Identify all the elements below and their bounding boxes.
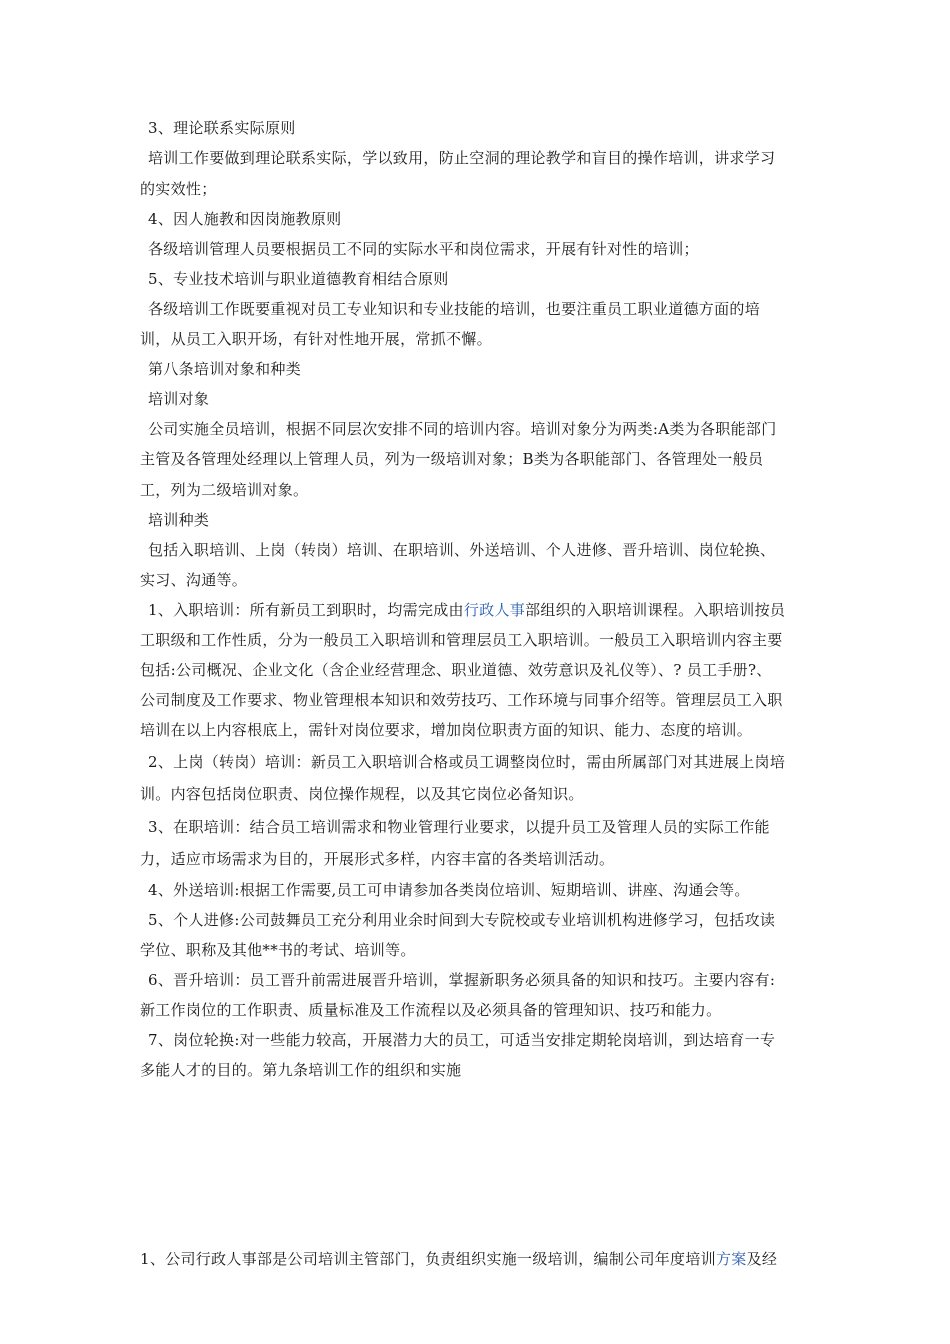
- text-line: [148, 600, 785, 620]
- text-line: 7、岗位轮换:对一些能力较高，开展潜力大的员工，可适当安排定期轮岗培训，到达培育一专: [148, 1031, 776, 1049]
- text-line: 实习、沟通等。: [140, 571, 248, 589]
- text-span: 及经: [746, 1250, 778, 1268]
- text-line: 工职级和工作性质，分为一般员工入职培训和管理层员工入职培训。一般员工入职培训内容主要: [140, 631, 783, 649]
- text-line: 培训在以上内容根底上，需针对岗位要求，增加岗位职责方面的知识、能力、态度的培训。: [140, 721, 753, 739]
- text-span: 1、公司行政人事部是公司培训主管部门，负责组织实施一级培训，编制公司年度培训: [140, 1250, 716, 1268]
- text-line: 多能人才的目的。第九条培训工作的组织和实施: [140, 1061, 462, 1079]
- text-line: 力，适应市场需求为目的，开展形式多样，内容丰富的各类培训活动。: [140, 850, 615, 868]
- text-line: 各级培训工作既要重视对员工专业知识和专业技能的培训，也要注重员工职业道德方面的培: [148, 300, 761, 318]
- text-line: 3、理论联系实际原则: [148, 119, 296, 137]
- text-line: 3、在职培训：结合员工培训需求和物业管理行业要求，以提升员工及管理人员的实际工作能: [148, 818, 770, 836]
- text-line: 新工作岗位的工作职责、质量标准及工作流程以及必须具备的管理知识、技巧和能力。: [140, 1001, 722, 1019]
- text-line: 训。内容包括岗位职责、岗位操作规程，以及其它岗位必备知识。: [140, 785, 584, 803]
- subheading: 培训对象: [148, 390, 210, 408]
- text-line: 工，列为二级培训对象。: [140, 481, 309, 499]
- text-line: 包括:公司概况、企业文化（含企业经营理念、职业道德、效劳意识及礼仪等）、? 员工手册?、: [140, 661, 772, 679]
- text-line: 5、专业技术培训与职业道德教育相结合原则: [148, 270, 449, 288]
- section-heading: 第八条培训对象和种类: [148, 360, 302, 378]
- text-line: 训，从员工入职开场，有针对性地开展，常抓不懈。: [140, 330, 492, 348]
- text-line: 培训工作要做到理论联系实际，学以致用，防止空洞的理论教学和盲目的操作培训，讲求学习: [148, 149, 776, 167]
- text-line: 包括入职培训、上岗（转岗）培训、在职培训、外送培训、个人进修、晋升培训、岗位轮换、: [148, 541, 776, 559]
- text-line: 5、个人进修:公司鼓舞员工充分利用业余时间到大专院校或专业培训机构进修学习，包括攻读: [148, 911, 776, 929]
- text-line: 公司制度及工作要求、物业管理根本知识和效劳技巧、工作环境与同事介绍等。管理层员工入职: [140, 691, 783, 709]
- text-line: 的实效性；: [140, 180, 217, 198]
- text-line: 学位、职称及其他**书的考试、培训等。: [140, 941, 416, 959]
- text-line: 各级培训管理人员要根据员工不同的实际水平和岗位需求，开展有针对性的培训；: [148, 240, 699, 258]
- text-line: 4、外送培训:根据工作需要,员工可申请参加各类岗位培训、短期培训、讲座、沟通会等。: [148, 881, 750, 899]
- text-span: 1、入职培训：所有新员工到职时，均需完成由: [148, 601, 464, 619]
- subheading: 培训种类: [148, 511, 210, 529]
- text-span: 部组织的入职培训课程。入职培训按员: [525, 601, 786, 619]
- text-line: 公司实施全员培训，根据不同层次安排不同的培训内容。培训对象分为两类:A类为各职能部门: [148, 420, 777, 438]
- text-line: 2、上岗（转岗）培训：新员工入职培训合格或员工调整岗位时，需由所属部门对其进展上岗培: [148, 753, 786, 771]
- text-line: [140, 1249, 777, 1269]
- text-line: 主管及各管理处经理以上管理人员，列为一级培训对象；B类为各职能部门、各管理处一般员: [140, 450, 764, 468]
- text-line: 4、因人施教和因岗施教原则: [148, 210, 342, 228]
- hr-link[interactable]: 行政人事: [463, 601, 526, 619]
- plan-link[interactable]: 方案: [715, 1250, 747, 1268]
- text-line: 6、晋升培训：员工晋升前需进展晋升培训，掌握新职务必须具备的知识和技巧。主要内容有:: [148, 971, 776, 989]
